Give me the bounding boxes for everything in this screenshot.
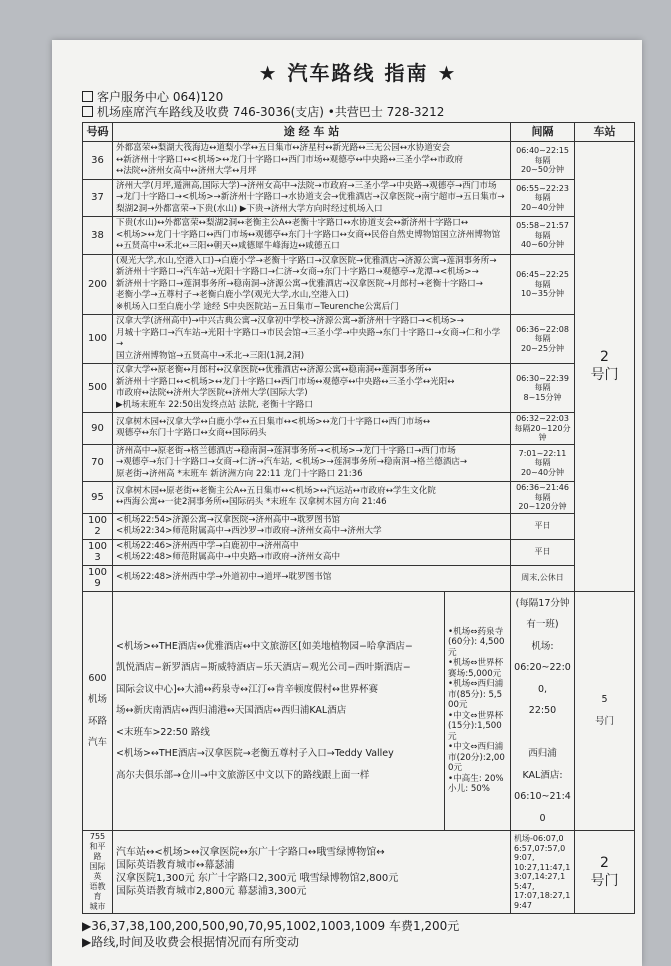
- route-stops: [113, 179, 511, 217]
- text-line: 每隔: [534, 155, 551, 165]
- text-line: •机场⇔世界杯赛场:5,000元: [448, 658, 504, 679]
- text-line: <机场>↔THE酒店↔优雅酒店↔中文旅游区[如美地植物园−哈拿酒店−: [116, 640, 413, 652]
- route-number: 200: [83, 254, 113, 315]
- text-line: 原老街→济州高 *末班车 新济洲方向 22:11 龙门十字路口 21:36: [116, 468, 363, 479]
- route-row: [83, 482, 635, 514]
- text-line: 汉拿树木园↔汉拿大学↔白鹿小学↔五日集市↔<机场>↔龙门十字路口↔西门市场↔: [116, 416, 431, 427]
- header-number: 号码: [83, 123, 113, 142]
- route-interval: [511, 217, 575, 255]
- route-row: [83, 254, 635, 315]
- footer: [82, 918, 634, 950]
- text-line: 凯悦酒店−新罗酒店−斯威特酒店−乐天酒店−观光公司−西叶斯酒店−: [116, 662, 411, 673]
- route-row: [83, 444, 635, 482]
- text-line: 每隔: [534, 193, 551, 202]
- text-line: (观光大学,水山,空港入口)→白鹿小学→老衡十字路口→汉拿医院→优雅酒店→济源公寓→莲洞事务所→: [116, 255, 497, 266]
- route-interval: [511, 444, 575, 482]
- route-table: [82, 122, 635, 914]
- route-row: [83, 413, 635, 445]
- route-row: [83, 217, 635, 255]
- route-interval: [511, 539, 575, 565]
- route-interval: [511, 482, 575, 514]
- text-line: 机场-06:07,06:57,07:57,09:07,: [514, 834, 566, 862]
- route-stops: [113, 413, 511, 445]
- text-line: 22:50: [528, 705, 557, 716]
- text-line: 观德亭↔东门十字路口↔女商↔国际码头: [116, 428, 267, 439]
- text-line: 5: [601, 694, 608, 706]
- text-line: 06:30~22:39: [516, 373, 569, 383]
- text-line: 8~15分钟: [523, 392, 562, 402]
- text-line: •中文⇔西归浦市(20分):2,000元: [448, 742, 505, 774]
- route-number: 90: [83, 413, 113, 445]
- text-line: 汉拿大学↔原老衡↔月郎村↔汉拿医院↔优雅酒店↔济源公寓↔稳南洞↔莲洞事务所↔: [116, 365, 432, 375]
- route-number: [83, 831, 113, 914]
- route-guide-sheet: [52, 40, 642, 966]
- text-line: 每隔: [534, 279, 551, 289]
- route-interval: [511, 565, 575, 591]
- text-line: 国际英: [89, 862, 106, 881]
- route-interval: [511, 364, 575, 413]
- text-line: 20~25分钟: [520, 343, 565, 353]
- route-interval: [511, 513, 575, 539]
- route-number: 1002: [83, 513, 113, 539]
- route-number: 1009: [83, 565, 113, 591]
- route-stops: [113, 254, 511, 315]
- header-interval: 间隔: [511, 123, 575, 142]
- text-line: 环路: [87, 715, 107, 727]
- text-line: 20~40分钟: [520, 467, 565, 477]
- text-line: ↔五贤高中↔禾北↔三阳↔朝天↔咸德犀牛峰海边↔咸德五口: [116, 241, 340, 251]
- route-stops: [113, 444, 511, 482]
- text-line: 每隔20~120分钟: [514, 423, 571, 442]
- text-line: 20~50分钟: [520, 165, 565, 174]
- text-line: 老衡小学→五尊村子→老衡白鹿小学(观光大学,水山,空港入口): [116, 290, 349, 300]
- text-line: 2: [600, 349, 609, 366]
- text-line: •机场⇔药泉寺(60分): 4,500元: [448, 626, 505, 658]
- text-line: 平日: [534, 521, 551, 531]
- route-stops: [113, 831, 511, 914]
- text-line: 西归浦: [528, 748, 557, 759]
- text-line: <机场>↔龙门十字路口↔西门市场↔观德亭↔东门十字路口↔女商↔民俗自然史博物馆国立济州博物馆: [116, 229, 501, 240]
- route-number: 100: [83, 315, 113, 364]
- text-line: ※机场入口至白鹿小学 途经 S中央医院站−五日集市−Teurenche公寓后门: [116, 301, 399, 312]
- text-line: •机场⇔西归浦市(85分): 5,500元: [448, 679, 504, 711]
- text-line: 755: [89, 832, 106, 841]
- text-line: 汽车站↔<机场>↔汉拿医院↔东广十字路口↔哦雪绿博物馆↔: [116, 847, 385, 858]
- text-line: 梨湖2洞→外都富荣→下贵(水山) ▶下贵→济州大学方向时经过机场入口: [116, 203, 383, 214]
- text-line: 05:58~21:57: [516, 221, 569, 230]
- text-line: 平日: [534, 547, 551, 557]
- header-route: 途 经 车 站: [113, 123, 511, 142]
- text-line: 汉拿树木园↔原老街↔老衡主公A↔五日集市↔<机场>↔汽运站↔市政府↔学生文化院: [116, 485, 436, 496]
- text-line: 济州高中→原老街→格兰德酒店→稳南洞→莲洞事务所→<机场>→龙门十字路口→西门市场: [116, 445, 456, 456]
- text-line: <机场>↔THE酒店→汉拿医院→老衡五尊村子入口→Teddy Valley: [116, 748, 394, 759]
- checkbox-icon: [82, 106, 93, 117]
- route-interval: [511, 254, 575, 315]
- route-interval: [511, 591, 575, 831]
- text-line: 汽车: [87, 737, 107, 749]
- route-row: [83, 364, 635, 413]
- text-line: ▶机场末班车 22:50出发终点站 法院, 老衡十字路口: [116, 399, 313, 410]
- route-row: [83, 142, 635, 180]
- text-line: 7:01~22:11: [518, 448, 567, 458]
- route-number: 500: [83, 364, 113, 413]
- text-line: •中高生: 20%: [448, 773, 504, 784]
- route-stops: [113, 315, 511, 364]
- text-line: 06:36~21:46: [516, 483, 569, 492]
- text-line: 06:10~21:40: [514, 791, 571, 824]
- contact-text: 客户服务中心 064)120: [97, 90, 224, 104]
- text-line: 月城十字路口→汽车站→光阳十字路口→市民会馆→三圣小学→中央路→东门十字路口→女商→仁和小学→: [116, 327, 501, 349]
- text-line: <机场22:54>济源公寓→汉拿医院→济州高中→耽罗图书馆: [116, 514, 341, 525]
- text-line: 06:40~22:15: [516, 146, 569, 155]
- text-line: 国际会议中心]↔大浦↔药泉寺↔江汀↔肯辛顿度假村↔世界杯赛: [116, 683, 379, 695]
- route-row-route755: [83, 831, 635, 914]
- route-row: [83, 315, 635, 364]
- text-line: 济州大学(月坪,遁洲高,国际大学)→济州女高中→法院→市政府→三圣小学→中央路→观德亭→西门市场: [116, 180, 497, 191]
- text-line: 06:45~22:25: [516, 270, 569, 279]
- text-line: 下贵(水山)↔外都富荣↔梨湖2洞↔老衡主公A↔老衡十字路口↔水协道支会↔新济州十字路口↔: [116, 218, 469, 228]
- route-stops: [113, 513, 511, 539]
- text-line: <机场22:48>济州西中学→外道初中→道坪→耽罗图书馆: [116, 572, 332, 583]
- route-number: 36: [83, 142, 113, 180]
- station-gate: [575, 591, 635, 831]
- text-line: 城市: [89, 902, 106, 911]
- route-stops: [113, 539, 511, 565]
- text-line: 600: [88, 672, 107, 684]
- text-line: 国际英语教育城市2,800元 幕瑟浦3,300元: [116, 886, 307, 897]
- route-stops: [113, 364, 511, 413]
- text-line: 机场: [87, 694, 107, 706]
- route-interval: [511, 831, 575, 914]
- page-title: ★ 汽车路线 指南 ★: [258, 61, 458, 85]
- text-line: <机场22:34>师范附属高中→西沙罗→市政府→济州女高中→济州大学: [116, 526, 382, 536]
- text-line: 06:32~22:03: [516, 414, 569, 423]
- text-line: 高尔夫俱乐部→仓川→中文旅游区中文以下的路线跟上面一样: [116, 769, 370, 781]
- text-line: 和平路: [89, 842, 106, 861]
- text-line: 每隔: [534, 383, 551, 393]
- contact-line-airport: [82, 105, 634, 120]
- text-line: 2: [600, 855, 609, 871]
- text-line: 06:20~22:00,: [514, 662, 571, 695]
- text-line: 20~120分钟: [518, 502, 567, 511]
- station-gate: [575, 142, 635, 592]
- checkbox-icon: [82, 91, 93, 102]
- station-gate: [575, 831, 635, 914]
- text-line: 外都富荣↔梨湖大筏海边↔道梨小学↔五日集市↔济星村↔新光路↔三无公园↔水协道安会: [116, 143, 450, 153]
- route-row: [83, 513, 635, 539]
- route-stops: [113, 217, 511, 255]
- text-line: 周末,公休日: [521, 573, 564, 583]
- text-line: 新济州十字路口↔<机场>↔龙门十字路口↔西门市场↔观德亭↔中央路↔三圣小学↔光阳↔: [116, 376, 455, 387]
- route-stops: [113, 565, 511, 591]
- text-line: <末班车>22:50 路线: [116, 726, 210, 738]
- text-line: 10:27,11:47,13:07,14:27,15:47,: [514, 862, 571, 891]
- route-number: 37: [83, 179, 113, 217]
- text-line: 语教育: [89, 882, 106, 901]
- text-line: 号门: [590, 873, 619, 889]
- text-line: 国际英语教育城市↔幕瑟浦: [116, 860, 235, 871]
- text-line: ↔新济州十字路口↔<机场>↔龙门十字路口↔西门市场↔观德亭↔中央路↔三圣小学↔市政府: [116, 154, 464, 165]
- route-row: [83, 539, 635, 565]
- text-line: 06:36~22:08: [516, 324, 569, 334]
- text-line: 有一班): [526, 619, 559, 630]
- text-line: 每隔: [534, 458, 551, 467]
- text-line: ↔西海公寓↔一徒2洞事务所↔国际码头 *末班车 汉拿树木园方向 21:46: [116, 497, 387, 508]
- text-line: →观德亭→东门十字路口→女商→仁济→汽车站, <机场>→莲洞事务所→稳南洞→格兰德酒店→: [116, 457, 468, 467]
- text-line: ↔法院↔济州女高中↔济州大学↔月坪: [116, 166, 257, 176]
- text-line: 每隔: [534, 492, 551, 502]
- route-number: 95: [83, 482, 113, 514]
- route-interval: [511, 413, 575, 445]
- text-line: 40~60分钟: [520, 240, 565, 249]
- text-line: •中文⇔世界杯(15分):1,500元: [448, 710, 504, 742]
- header-station: 车站: [575, 123, 635, 142]
- contact-text: 机场座席汽车路线及收费 746-3036(支店) •共营巴士 728-3212: [97, 105, 445, 119]
- route-number: 38: [83, 217, 113, 255]
- text-line: 机场:: [531, 640, 554, 652]
- text-line: 20~40分钟: [520, 202, 565, 212]
- route-interval: [511, 315, 575, 364]
- route-row: [83, 565, 635, 591]
- text-line: 每隔: [534, 230, 551, 240]
- text-line: 小儿: 50%: [448, 784, 490, 795]
- text-line: 汉拿大学(济州高中)→中兴古典公寓→汉拿初中学校→济源公寓→新济州十字路口→<机场>→: [116, 316, 464, 326]
- route-stops: [113, 591, 445, 831]
- text-line: →龙门十字路口→<机场>→新济州十字路口→水协道支会→优雅酒店→汉拿医院→南宁超市→五日集市→: [116, 192, 505, 202]
- text-line: 新济州十字路口→莲洞事务所→稳南洞→济源公寓→优雅酒店→汉拿医院→月郎村→老衡十字路口→: [116, 278, 483, 289]
- text-line: (每隔17分钟: [515, 597, 570, 609]
- text-line: <机场22:46>济州西中学→白鹿初中→济州高中: [116, 540, 299, 551]
- route-number: 1003: [83, 539, 113, 565]
- contact-line-service: [82, 90, 634, 105]
- text-line: KAL酒店:: [522, 769, 563, 781]
- text-line: 汉拿医院1,300元 东广十字路口2,300元 哦雪绿博物馆2,800元: [116, 873, 399, 884]
- text-line: 10~35分钟: [520, 289, 565, 298]
- footer-fare-note: ▶36,37,38,100,200,500,90,70,95,1002,1003,1009 车费1,200元: [82, 919, 460, 933]
- route-number: [83, 591, 113, 831]
- text-line: 场↔新庆南酒店↔西归浦港↔天国酒店↔西归浦KAL酒店: [116, 705, 347, 716]
- text-line: 06:55~22:23: [516, 183, 569, 193]
- text-line: 国立济州博物馆→五贤高中→禾北→三阳(1洞,2洞): [116, 350, 305, 361]
- text-line: 每隔: [534, 334, 551, 344]
- text-line: [514, 722, 571, 744]
- text-line: 号门: [590, 367, 619, 384]
- text-line: 新济州十字路口→汽车站→光阳十字路口→仁济→女商→东门十字路口→观德亭→龙潭→<机场>→: [116, 267, 479, 277]
- footer-change-note: ▶路线,时间及收费会根据情况而有所变动: [82, 935, 300, 949]
- text-line: 号门: [594, 715, 614, 727]
- route-row: [83, 179, 635, 217]
- fare-list: [445, 591, 511, 831]
- text-line: 市政府↔法院↔济州大学医院↔济州大学(国际大学): [116, 388, 308, 398]
- route-interval: [511, 142, 575, 180]
- route-row-route600: [83, 591, 635, 831]
- route-interval: [511, 179, 575, 217]
- route-stops: [113, 482, 511, 514]
- route-stops: [113, 142, 511, 180]
- route-number: 70: [83, 444, 113, 482]
- text-line: <机场22:48>师范附属高中→中央路→市政府→济州女高中: [116, 552, 341, 562]
- text-line: 17:07,18:27,19:47: [514, 891, 571, 910]
